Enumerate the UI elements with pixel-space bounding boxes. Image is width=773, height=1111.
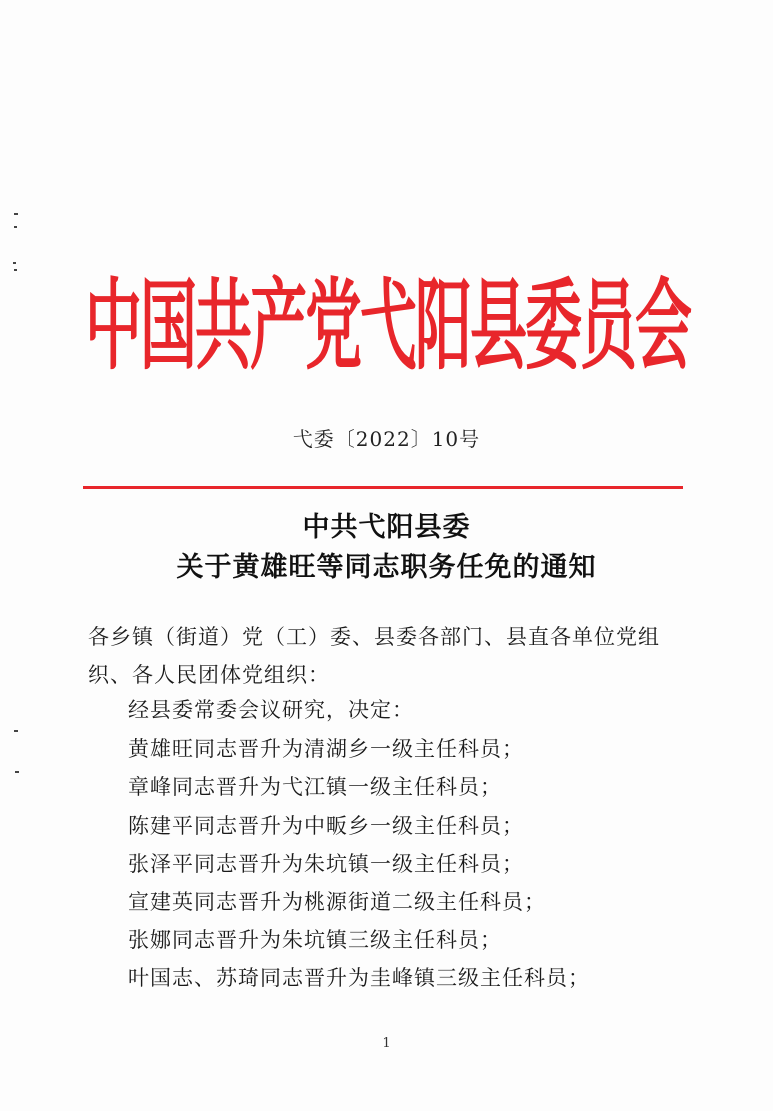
page-number: 1 xyxy=(382,1036,391,1051)
body-line: 张娜同志晋升为朱坑镇三级主任科员； xyxy=(128,928,502,952)
body-line: 黄雄旺同志晋升为清湖乡一级主任科员； xyxy=(128,737,524,761)
red-divider xyxy=(83,486,683,489)
body-line: 叶国志、苏琦同志晋升为圭峰镇三级主任科员； xyxy=(128,966,590,990)
title-line-1: 中共弋阳县委 xyxy=(302,512,471,543)
scan-mark xyxy=(14,730,18,732)
masthead-organization: 中国共产党弋阳县委员会 xyxy=(85,269,690,384)
scan-mark xyxy=(14,226,17,228)
body-line-intro: 经县委常委会议研究，决定： xyxy=(128,698,414,722)
body-line: 陈建平同志晋升为中畈乡一级主任科员； xyxy=(128,814,524,838)
body-line: 宣建英同志晋升为桃源街道二级主任科员； xyxy=(128,890,546,914)
scan-mark xyxy=(13,262,16,264)
scan-mark xyxy=(14,269,17,271)
scan-mark xyxy=(14,213,18,215)
title-line-2: 关于黄雄旺等同志职务任免的通知 xyxy=(176,552,597,583)
scan-mark xyxy=(15,771,19,773)
body-line: 张泽平同志晋升为朱坑镇一级主任科员； xyxy=(128,852,524,876)
document-number: 弋委〔2022〕10号 xyxy=(292,427,481,451)
addressee: 各乡镇（街道）党（工）委、县委各部门、县直各单位党组织、各人民团体党组织： xyxy=(88,625,660,687)
body-line: 章峰同志晋升为弋江镇一级主任科员； xyxy=(128,775,502,799)
